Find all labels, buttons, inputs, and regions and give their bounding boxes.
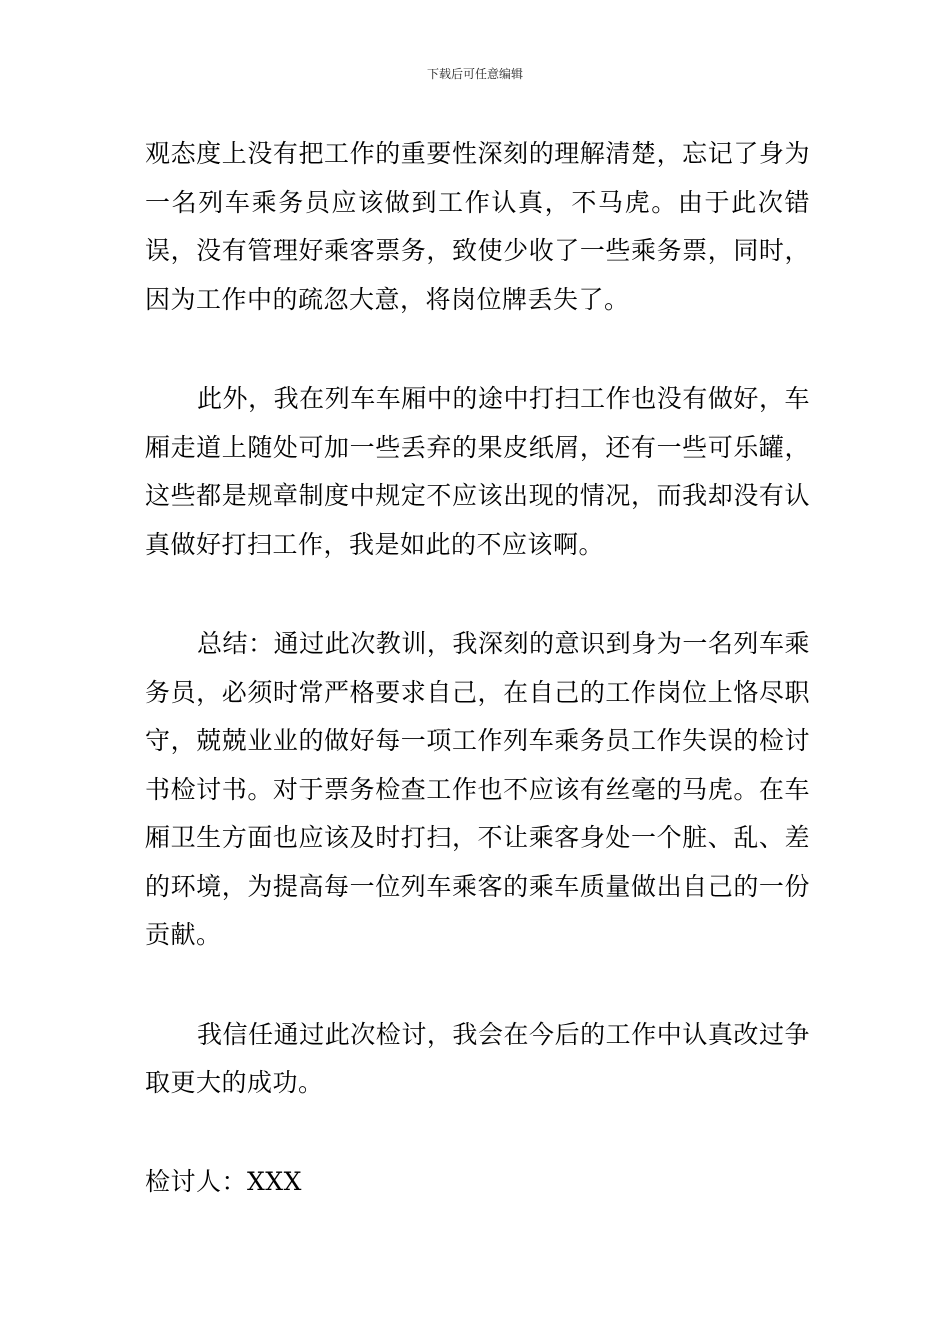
paragraph-closing: 我信任通过此次检讨，我会在今后的工作中认真改过争取更大的成功。 (145, 1019, 810, 1097)
paragraph-spacer (145, 1108, 810, 1158)
paragraph-spacer (145, 569, 810, 620)
paragraph-cleaning: 此外，我在列车车厢中的途中打扫工作也没有做好，车厢走道上随处可加一些丢弃的果皮纸屑，还有一些可乐罐，这些都是规章制度中规定不应该出现的情况，而我却没有认真做好打扫工作，我是如此的不应该啊。 (145, 384, 810, 559)
paragraph-spacer (145, 324, 810, 375)
document-body (145, 130, 810, 1206)
signature-line: 检讨人：XXX (145, 1166, 302, 1196)
paragraph-continuation: 观态度上没有把工作的重要性深刻的理解清楚，忘记了身为一名列车乘务员应该做到工作认真，不马虎。由于此次错误，没有管理好乘客票务，致使少收了一些乘务票，同时，因为工作中的疏忽大意，将岗位牌丢失了。 (145, 139, 810, 314)
paragraph-spacer (145, 960, 810, 1011)
page-header: 下载后可任意编辑 (426, 67, 523, 81)
paragraph-summary: 总结：通过此次教训，我深刻的意识到身为一名列车乘务员，必须时常严格要求自己，在自己的工作岗位上恪尽职守，兢兢业业的做好每一项工作列车乘务员工作失误的检讨书检讨书。对于票务检查工作也不应该有丝毫的马虎。在车厢卫生方面也应该及时打扫，不让乘客身处一个脏、乱、差的环境，为提高每一位列车乘客的乘车质量做出自己的一份贡献。 (145, 629, 810, 949)
